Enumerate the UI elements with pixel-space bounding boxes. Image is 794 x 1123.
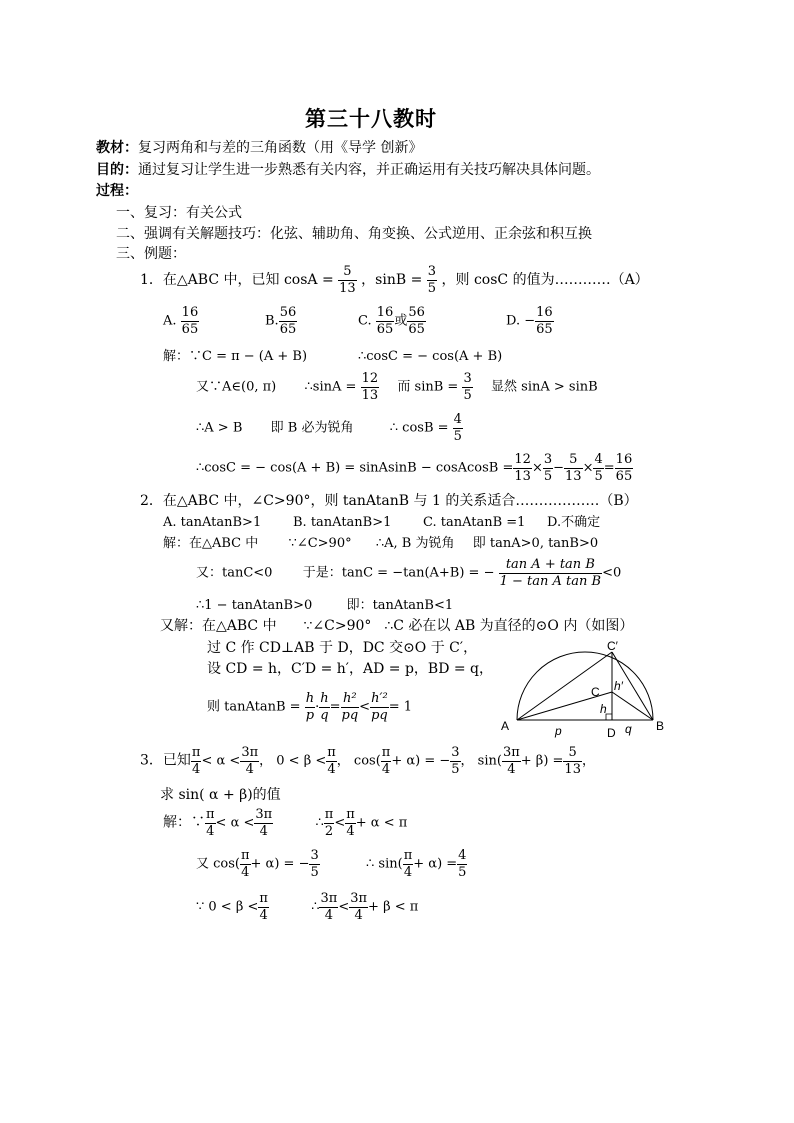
fraction: $\frac{\pi}{4}$ (259, 891, 268, 923)
label-a: A (501, 719, 510, 733)
problem-1-option-b: B. $\frac{56}{65}$ (265, 305, 297, 337)
section-examples: 三、例题： (116, 246, 186, 262)
section-techniques: 二、强调有关解题技巧：化弦、辅助角、角变换、公式逆用、正余弦和积互换 (116, 226, 592, 242)
problem-2-option-c: C. tanAtanB =1 (423, 515, 526, 530)
fraction: $\frac{h}{q}$ (320, 691, 329, 723)
problem-1-question: 1．在△ABC 中，已知 cosA = $\frac{5}{13}$ ，sinB = $\frac{3}{5}$ ，则 cosC 的值为…………（A） (140, 264, 649, 296)
problem-2-option-a: A. tanAtanB>1 (163, 515, 262, 530)
label-q: q (625, 722, 632, 736)
fraction: $\frac{56}{65}$ (408, 305, 425, 337)
fraction: $\frac{16}{65}$ (615, 452, 633, 484)
goal-text: 通过复习让学生进一步熟悉有关内容，并正确运用有关技巧解决具体问题。 (138, 162, 600, 178)
process-label: 过程： (96, 183, 138, 199)
problem-1-sol-1: 解：∵C = π − (A + B) (163, 349, 308, 364)
fraction: $\frac{4}{5}$ (453, 412, 462, 444)
problem-2-alt-4: 则 tanAtanB = $\frac{h}{p}$ · $\frac{h}{q}$ = $\frac{\text{h²}}{pq}$ < $\frac{\text{h′²}}{pq}$ = 1 (207, 691, 413, 723)
label-h-prime: h′ (614, 679, 623, 693)
fraction: $\frac{\pi}{4}$ (403, 848, 413, 880)
problem-2-sol-1: 解：在△ABC 中 ∵∠C>90° ∴A, B 为锐角 即 tanA>0, tanB>0 (163, 536, 599, 551)
fraction: $\frac{\pi}{4}$ (346, 807, 355, 839)
fraction: $\frac{3\pi}{4}$ (350, 891, 368, 923)
fraction: $\frac{\text{h′²}}{pq}$ (371, 691, 388, 723)
problem-2-alt-1: 又解：在△ABC 中 ∵∠C>90° ∴C 必在以 AB 为直径的⊙O 内（如图） (160, 618, 634, 634)
fraction: $\frac{12}{13}$ (514, 452, 531, 484)
problem-3-sol-2: 又 cos( $\frac{\pi}{4}$ + α) = − $\frac{3}{5}$ ∴ sin( $\frac{\pi}{4}$ + α) = $\frac{4}{5}$ (196, 848, 467, 880)
problem-1-sol-3: ∴A > B 即 B 必为锐角 ∴ cosB = $\frac{4}{5}$ (196, 412, 462, 444)
fraction: $\frac{4}{5}$ (594, 452, 603, 484)
problem-1-sol-4: ∴cosC = − cos(A + B) = sinAsinB − cosAcosB = $\frac{12}{13}$ × $\frac{3}{5}$ − $\frac{5}{13}$ × $\frac{4}{5}$ = $\frac{16}{65}$ (196, 452, 633, 484)
fraction: $\frac{5}{13}$ (339, 264, 356, 296)
section-review: 一、复习：有关公式 (116, 205, 242, 221)
fraction: $\frac{3}{5}$ (310, 848, 319, 880)
problem-3-sol-1: 解：∵ $\frac{\pi}{4}$ < α < $\frac{3\pi}{4}$ ∴ $\frac{\pi}{2}$ < $\frac{\pi}{4}$ + α < π (163, 807, 408, 839)
problem-3-sol-3: ∵ 0 < β < $\frac{\pi}{4}$ ∴ $\frac{3\pi}{4}$ < $\frac{3\pi}{4}$ + β < π (196, 891, 419, 923)
goal-label: 目的： (96, 162, 138, 178)
fraction: $\frac{16}{65}$ (181, 305, 199, 337)
label-c: C (591, 685, 600, 699)
fraction: $\frac{\pi}{4}$ (191, 745, 201, 777)
textbook-label: 教材： (96, 140, 138, 156)
fraction: $\frac{\pi}{4}$ (206, 807, 215, 839)
problem-3-ask: 求 sin( α + β)的值 (160, 787, 281, 803)
label-d: D (607, 726, 616, 740)
fraction: $\frac{3}{5}$ (427, 264, 437, 296)
problem-1-option-c: C. $\frac{16}{65}$ 或 $\frac{56}{65}$ (358, 305, 425, 337)
fraction: $\frac{h}{p}$ (305, 691, 315, 723)
label-h: h (600, 702, 607, 716)
fraction: $\frac{\text{tan A + tan B}}{\text{1 − tan A tan B}}$ (499, 557, 602, 589)
problem-1-option-d: D. − $\frac{16}{65}$ (506, 305, 553, 337)
problem-1-sol-2: 又∵A∈(0, π) ∴sinA = $\frac{12}{13}$ 而 sinB = $\frac{3}{5}$ 显然 sinA > sinB (196, 371, 598, 403)
fraction: $\frac{56}{65}$ (279, 305, 297, 337)
problem-2-alt-2: 过 C 作 CD⊥AB 于 D，DC 交⊙O 于 C′， (207, 640, 478, 656)
problem-1-sol-1b: ∴cosC = − cos(A + B) (358, 349, 503, 364)
problem-1-option-a: A. $\frac{16}{65}$ (163, 305, 199, 337)
problem-2-option-b: B. tanAtanB>1 (293, 515, 392, 530)
fraction: $\frac{3\pi}{4}$ (255, 807, 273, 839)
fraction: $\frac{\pi}{4}$ (381, 745, 391, 777)
fraction: $\frac{3\pi}{4}$ (320, 891, 338, 923)
textbook-line (96, 141, 422, 155)
label-b: B (656, 719, 665, 733)
problem-2-option-d: D.不确定 (547, 515, 601, 530)
problem-3-question: 3．已知 $\frac{\pi}{4}$ < α < $\frac{3\pi}{4}$ ， 0 < β < $\frac{\pi}{4}$ ， cos( $\frac{\pi}{4}$ + α) = − $\frac{3}{5}$ ， sin( $\frac{3\pi}{4}$ + β) = $\frac{5}{13}$ ， (140, 745, 595, 777)
fraction: $\frac{5}{13}$ (564, 745, 581, 777)
goal-line (96, 163, 600, 177)
fraction: $\frac{3}{5}$ (543, 452, 553, 484)
problem-2-alt-3: 设 CD = h，C′D = h′，AD = p，BD = q， (207, 661, 494, 677)
fraction: $\frac{16}{65}$ (536, 305, 553, 337)
fraction: $\frac{5}{13}$ (565, 452, 582, 484)
label-p: p (555, 724, 562, 738)
page-title: 第三十八教时 (305, 106, 437, 131)
problem-2-sol-2: 又：tanC<0 于是：tanC = −tan(A+B) = − $\frac{\text{tan A + tan B}}{\text{1 − tan A tan B}}$ <0 (196, 557, 622, 589)
textbook-text: 复习两角和与差的三角函数（用《导学 创新》 (138, 140, 423, 156)
segment-bc (612, 692, 653, 720)
fraction: $\frac{\pi}{2}$ (324, 807, 334, 839)
fraction: $\frac{3}{5}$ (463, 371, 472, 403)
problem-2-sol-3: ∴1 − tanAtanB>0 即：tanAtanB<1 (196, 598, 454, 613)
fraction: $\frac{\pi}{4}$ (327, 745, 336, 777)
semicircle-figure (495, 640, 675, 740)
fraction: $\frac{3\pi}{4}$ (241, 745, 259, 777)
right-angle-mark (606, 714, 612, 720)
fraction: $\frac{16}{65}$ (376, 305, 394, 337)
fraction: $\frac{12}{13}$ (361, 371, 379, 403)
fraction: $\frac{3\pi}{4}$ (502, 745, 520, 777)
fraction: $\frac{3}{5}$ (451, 745, 460, 777)
fraction: $\frac{4}{5}$ (458, 848, 467, 880)
fraction: $\frac{\pi}{4}$ (240, 848, 250, 880)
problem-2-question: 2．在△ABC 中，∠C>90°，则 tanAtanB 与 1 的关系适合………………（B） (140, 493, 638, 509)
fraction: $\frac{\text{h²}}{pq}$ (341, 691, 359, 723)
label-c-prime: C′ (607, 640, 618, 653)
